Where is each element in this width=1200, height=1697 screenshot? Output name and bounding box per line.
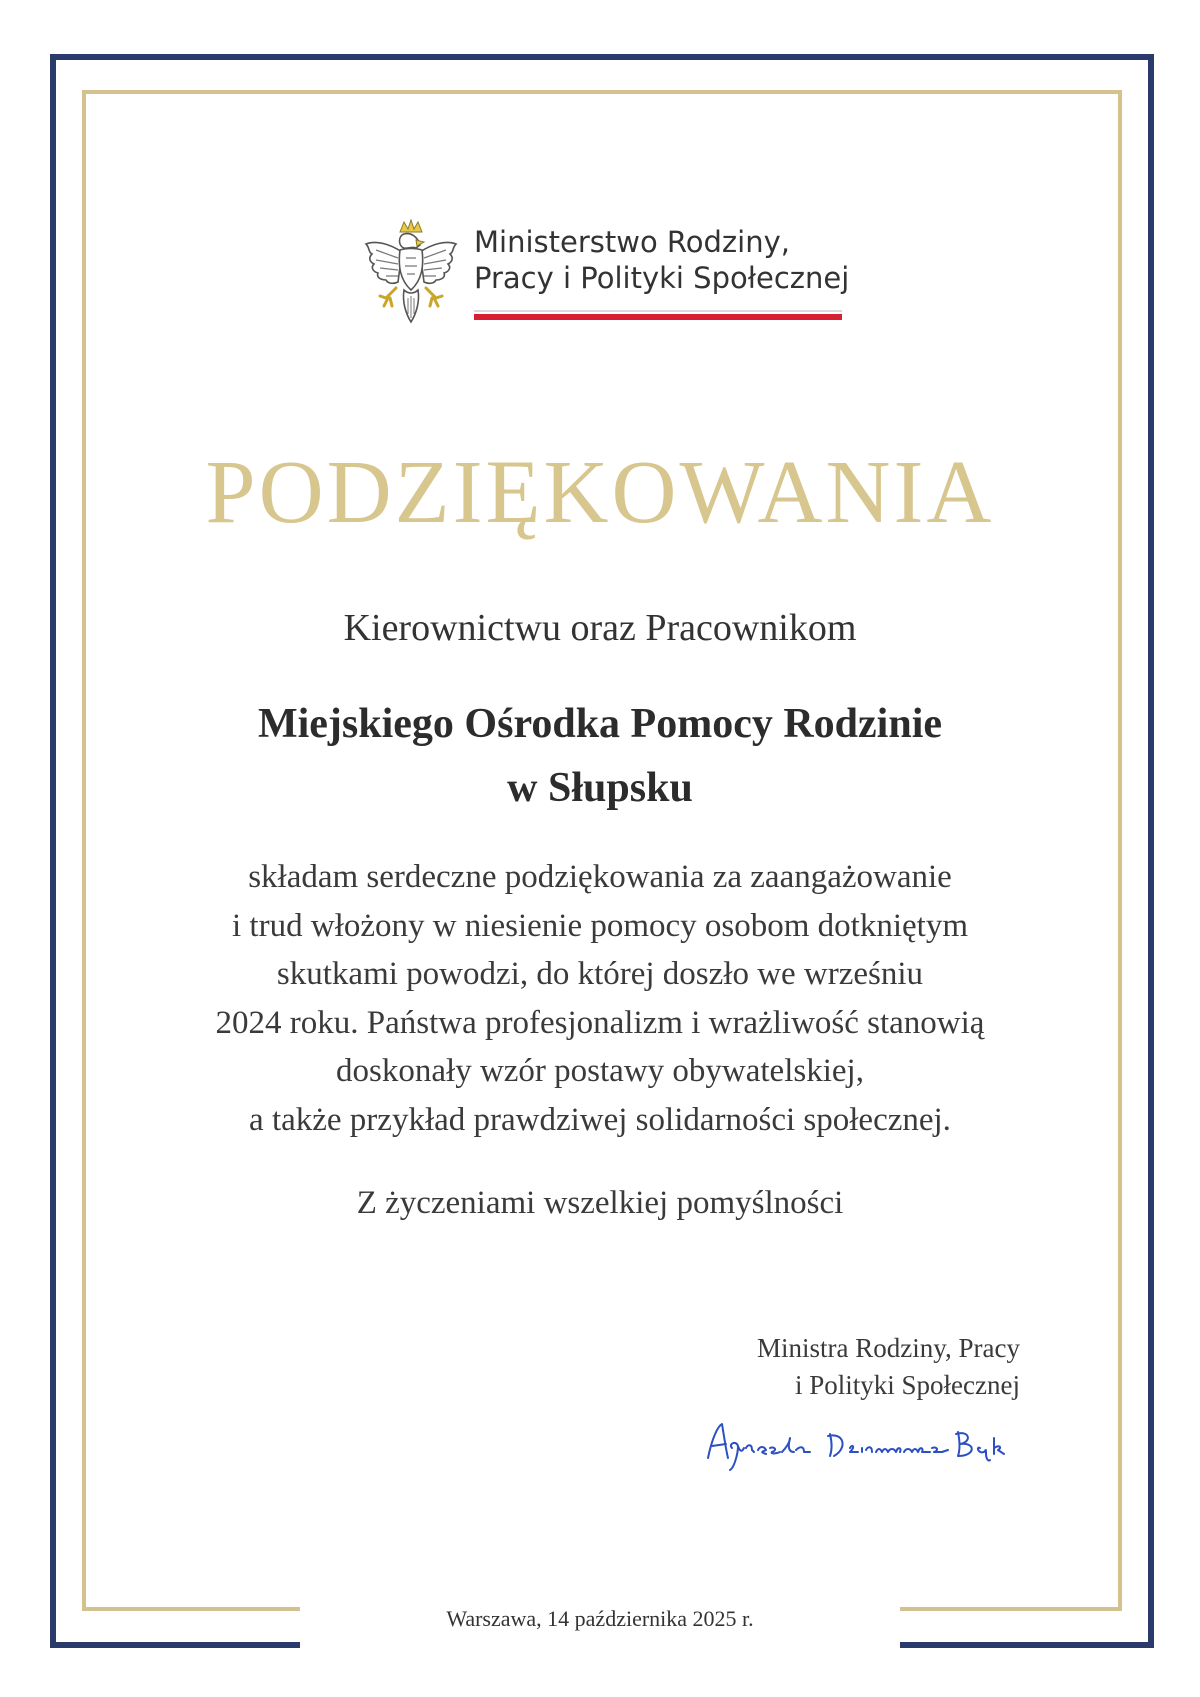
- document-title: PODZIĘKOWANIA: [205, 443, 995, 542]
- signer-title: [640, 1330, 1020, 1404]
- addressee: Kierownictwu oraz Pracownikom: [343, 607, 857, 649]
- body-line: 2024 roku. Państwa profesjonalizm i wrażliwość stanowią: [215, 1004, 985, 1041]
- closing-wishes: Z życzeniami wszelkiej pomyślności: [356, 1185, 844, 1221]
- ministry-name: [474, 224, 849, 296]
- body-line: skutkami powodzi, do której doszło we wrześniu: [276, 956, 924, 993]
- flag-stripe-red: [474, 314, 842, 320]
- flag-stripe-white: [474, 310, 842, 312]
- ministry-name-line1: Ministerstwo Rodziny,: [474, 225, 790, 259]
- organization-name: [100, 692, 1100, 820]
- polish-eagle-icon: [362, 218, 460, 326]
- ministry-logo: [362, 218, 850, 328]
- signer-title-line1: Ministra Rodziny, Pracy: [757, 1333, 1020, 1363]
- body-line: doskonały wzór postawy obywatelskiej,: [336, 1053, 864, 1090]
- body-line: i trud włożony w niesienie pomocy osobom dotkniętym: [232, 907, 968, 944]
- body-text: [100, 853, 1100, 1145]
- handwritten-signature: [700, 1418, 1040, 1478]
- place-and-date: Warszawa, 14 października 2025 r.: [446, 1606, 754, 1631]
- organization-line1: Miejskiego Ośrodka Pomocy Rodzinie: [257, 701, 943, 747]
- body-line: składam serdeczne podziękowania za zaangażowanie: [248, 859, 952, 895]
- organization-line2: w Słupsku: [507, 765, 693, 811]
- outer-border-gap: [300, 1640, 900, 1654]
- ministry-name-line2: Pracy i Polityki Społecznej: [474, 261, 850, 295]
- body-line: a także przykład prawdziwej solidarności społecznej.: [249, 1101, 951, 1138]
- signer-title-line2: i Polityki Społecznej: [795, 1370, 1020, 1400]
